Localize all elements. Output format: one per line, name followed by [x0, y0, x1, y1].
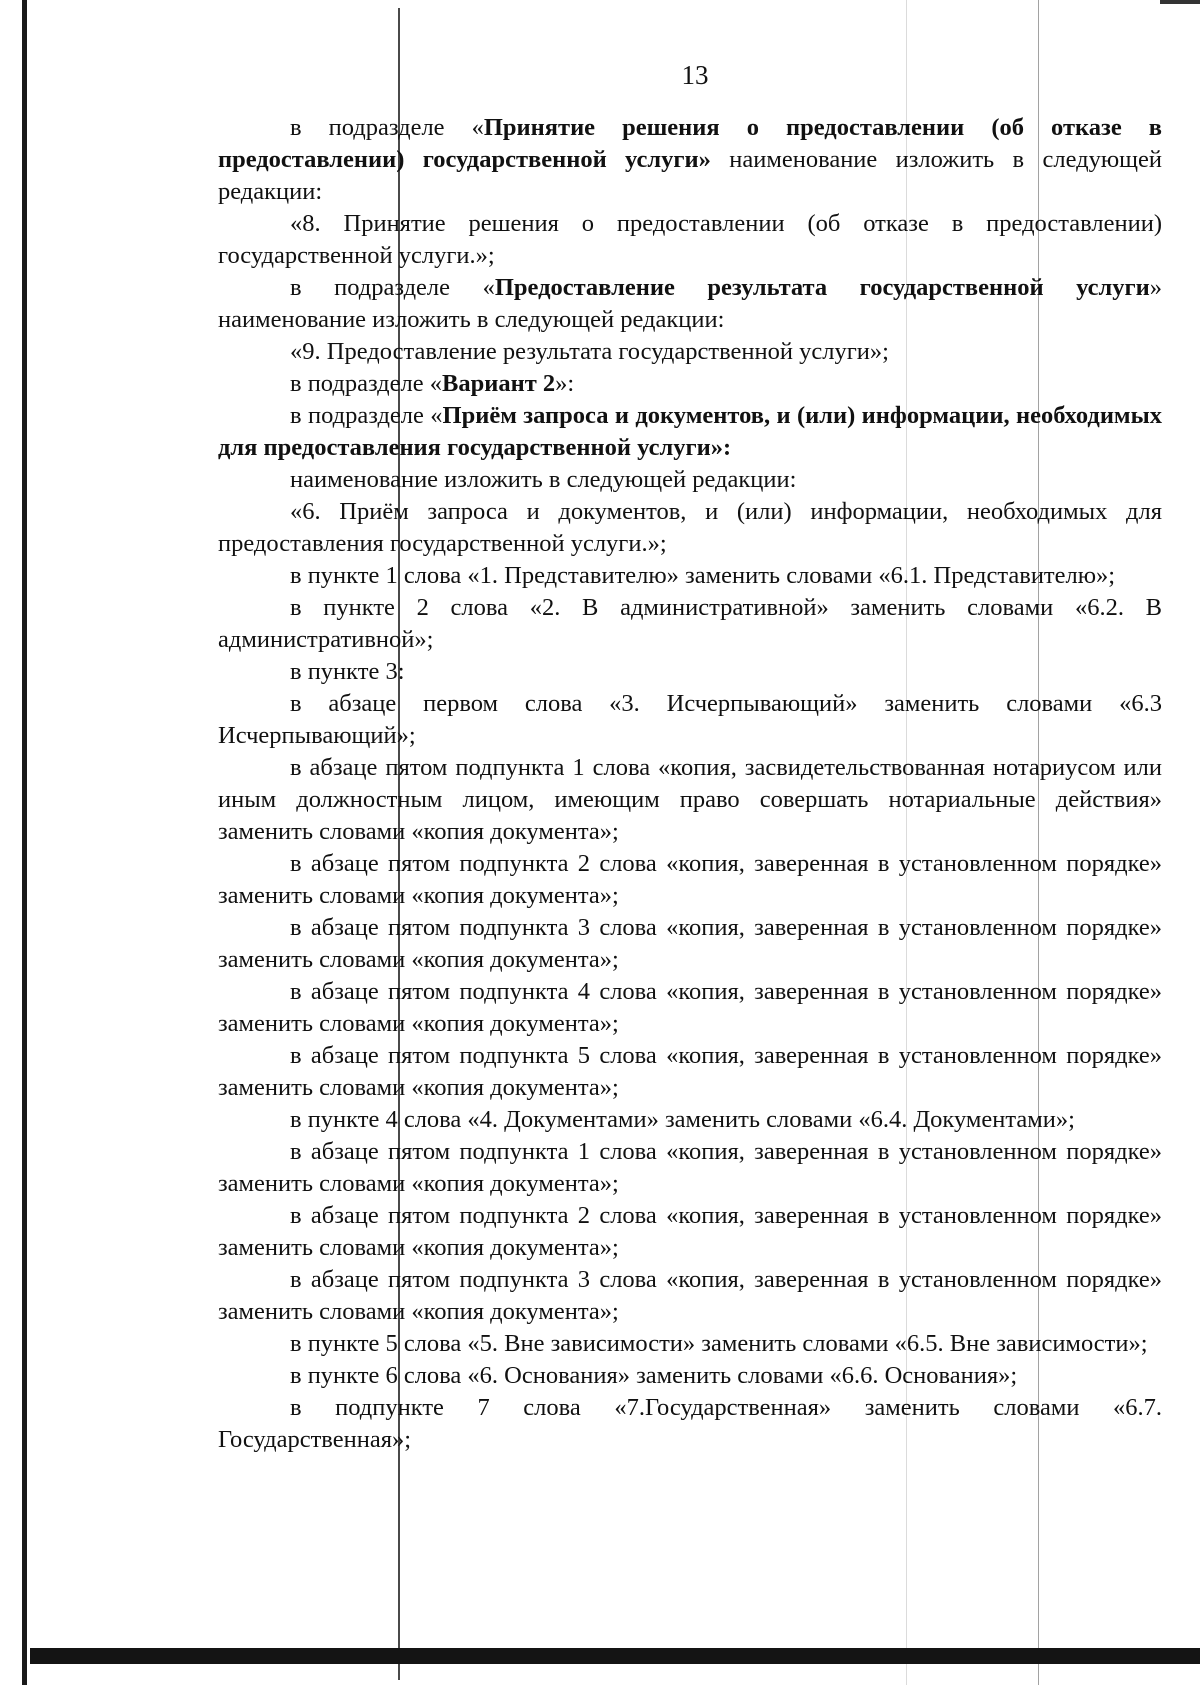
scan-bottom-bar-artifact [30, 1648, 1200, 1664]
document-body [218, 112, 1162, 1456]
text-run: в абзаце пятом подпункта 3 слова «копия, заверенная в установленном порядке» заменить словами «копия документа»; [218, 1266, 1162, 1325]
bold-text-run: Предоставление результата государственной услуги [494, 274, 1150, 301]
paragraph [218, 688, 1162, 752]
text-run: наименование изложить в следующей редакции: [218, 146, 1162, 205]
paragraph [218, 1104, 1162, 1136]
text-run: в подразделе « [290, 114, 484, 141]
text-run: в абзаце первом слова «3. Исчерпывающий» заменить словами «6.3 Исчерпывающий»; [218, 690, 1162, 749]
paragraph [218, 496, 1162, 560]
paragraph [218, 1136, 1162, 1200]
text-run: в абзаце пятом подпункта 1 слова «копия, засвидетельствованная нотариусом или иным должностным лицом, имеющим право совершать нотариальные действия» заменить словами «копия документа»; [218, 754, 1162, 845]
paragraph [218, 1200, 1162, 1264]
text-run: в подразделе « [290, 402, 443, 429]
paragraph [218, 848, 1162, 912]
text-run: в абзаце пятом подпункта 3 слова «копия, заверенная в установленном порядке» заменить словами «копия документа»; [218, 914, 1162, 973]
paragraph [218, 560, 1162, 592]
text-run: »: [555, 370, 575, 397]
paragraph [218, 400, 1162, 464]
bold-text-run: Вариант 2 [442, 370, 556, 397]
paragraph [218, 1040, 1162, 1104]
paragraph [218, 912, 1162, 976]
paragraph [218, 656, 1162, 688]
text-run: в абзаце пятом подпункта 5 слова «копия, заверенная в установленном порядке» заменить словами «копия документа»; [218, 1042, 1162, 1101]
text-run: » наименование изложить в следующей редакции: [218, 274, 1162, 333]
text-run: в пункте 2 слова «2. В административной» заменить словами «6.2. В административной»; [218, 594, 1162, 653]
paragraph [218, 368, 1162, 400]
bold-text-run: Принятие решения о предоставлении (об отказе в предоставлении) государственной услуги» [218, 114, 1163, 173]
paragraph [218, 976, 1162, 1040]
paragraph [218, 464, 1162, 496]
text-run: в пункте 1 слова «1. Представителю» заменить словами «6.1. Представителю»; [290, 562, 1116, 589]
text-run: в абзаце пятом подпункта 1 слова «копия, заверенная в установленном порядке» заменить словами «копия документа»; [218, 1138, 1162, 1197]
paragraph [218, 1392, 1162, 1456]
paragraph [218, 208, 1162, 272]
text-run: «6. Приём запроса и документов, и (или) информации, необходимых для предоставления государственной услуги.»; [218, 498, 1162, 557]
paragraph [218, 336, 1162, 368]
paragraph [218, 592, 1162, 656]
text-run: в подпункте 7 слова «7.Государственная» заменить словами «6.7. Государственная»; [218, 1394, 1162, 1453]
text-run: в пункте 4 слова «4. Документами» заменить словами «6.4. Документами»; [290, 1106, 1075, 1133]
paragraph [218, 752, 1162, 848]
paragraph [218, 112, 1162, 208]
text-run: «9. Предоставление результата государственной услуги»; [290, 338, 889, 365]
text-run: в пункте 5 слова «5. Вне зависимости» заменить словами «6.5. Вне зависимости»; [290, 1330, 1148, 1357]
text-run: в абзаце пятом подпункта 2 слова «копия, заверенная в установленном порядке» заменить словами «копия документа»; [218, 850, 1162, 909]
paragraph [218, 1328, 1162, 1360]
bold-text-run: Приём запроса и документов, и (или) информации, необходимых для предоставления государственной услуги»: [218, 402, 1162, 461]
scan-corner-artifact [1160, 0, 1200, 4]
text-run: в абзаце пятом подпункта 2 слова «копия, заверенная в установленном порядке» заменить словами «копия документа»; [218, 1202, 1162, 1261]
text-run: в пункте 6 слова «6. Основания» заменить словами «6.6. Основания»; [290, 1362, 1018, 1389]
paragraph [218, 272, 1162, 336]
text-run: в пункте 3: [290, 658, 405, 685]
text-run: в подразделе « [290, 370, 442, 397]
scan-edge-artifact [22, 0, 27, 1685]
paragraph [218, 1264, 1162, 1328]
text-run: в подразделе « [290, 274, 495, 301]
paragraph [218, 1360, 1162, 1392]
text-run: в абзаце пятом подпункта 4 слова «копия, заверенная в установленном порядке» заменить словами «копия документа»; [218, 978, 1162, 1037]
page-number: 13 [681, 60, 709, 90]
text-run: «8. Принятие решения о предоставлении (об отказе в предоставлении) государственной услуги.»; [218, 210, 1162, 269]
text-run: наименование изложить в следующей редакции: [290, 466, 797, 493]
